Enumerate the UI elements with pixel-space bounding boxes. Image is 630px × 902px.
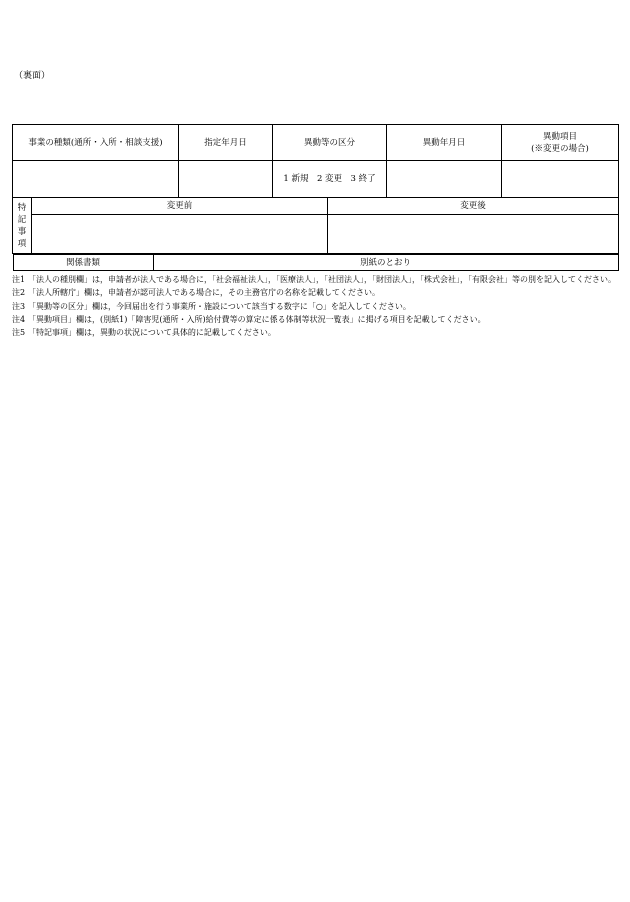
header-change-category: 異動等の区分 xyxy=(273,125,387,161)
special-notes-char: 項 xyxy=(17,238,27,249)
note-item xyxy=(12,286,618,299)
note-text: 「法人所轄庁」欄は，申請者が認可法人である場合に，その主務官庁の名称を記載してください。 xyxy=(28,288,380,298)
table-input-row xyxy=(13,161,619,198)
note-number: 注4 xyxy=(12,314,26,324)
note-item xyxy=(12,273,618,286)
note-text: 「特記事項」欄は，異動の状況について具体的に記載してください。 xyxy=(28,328,276,338)
special-notes-char: 事 xyxy=(17,226,27,237)
note-text: 「異動項目」欄は，(別紙1)「障害児(通所・入所)給付費等の算定に係る体制等状況一覧表」に掲げる項目を記載してください。 xyxy=(28,314,486,324)
designation-date-cell[interactable] xyxy=(179,161,273,198)
header-change-date: 異動年月日 xyxy=(387,125,502,161)
header-designation-date: 指定年月日 xyxy=(179,125,273,161)
note-number: 注2 xyxy=(12,288,26,298)
note-number: 注5 xyxy=(12,328,26,338)
after-change-label: 変更後 xyxy=(328,198,619,215)
header-change-item-line2: (※変更の場合) xyxy=(531,143,589,154)
after-change-cell[interactable] xyxy=(328,215,619,254)
change-item-cell[interactable] xyxy=(502,161,619,198)
special-notes-table xyxy=(12,197,619,271)
special-notes-char: 特 xyxy=(17,202,27,213)
header-change-item-line1: 異動項目 xyxy=(542,131,577,142)
table-header-row xyxy=(13,125,619,161)
special-notes-input-row xyxy=(13,215,619,254)
change-date-cell[interactable] xyxy=(387,161,502,198)
before-change-label: 変更前 xyxy=(32,198,328,215)
header-change-item xyxy=(502,125,619,161)
note-item xyxy=(12,300,618,313)
special-notes-char: 記 xyxy=(17,214,27,225)
notification-table xyxy=(12,124,619,198)
page-side-label: （裏面） xyxy=(14,71,51,81)
special-notes-label xyxy=(13,198,32,254)
note-number: 注3 xyxy=(12,301,26,311)
header-business-type: 事業の種類(通所・入所・相談支援) xyxy=(13,125,179,161)
note-text: 「法人の種別欄」は，申請者が法人である場合に，「社会福祉法人」，「医療法人」，「社団法人」，「財団法人」，「株式会社」，「有限会社」等の別を記入してください。 xyxy=(28,275,616,284)
note-item xyxy=(12,313,618,326)
note-number: 注1 xyxy=(12,275,26,284)
notes-section xyxy=(12,273,618,339)
special-notes-header-row xyxy=(13,198,619,215)
related-documents-row xyxy=(13,254,619,272)
note-text: 「異動等の区分」欄は，今回届出を行う事業所・施設について該当する数字に「○」を記入してください。 xyxy=(28,301,411,311)
change-category-options[interactable]: 1 新規 2 変更 3 終了 xyxy=(273,161,387,198)
business-type-cell[interactable] xyxy=(13,161,179,198)
before-change-cell[interactable] xyxy=(32,215,328,254)
note-item xyxy=(12,326,618,339)
related-documents-value: 別紙のとおり xyxy=(153,255,618,271)
related-documents-label: 関係書類 xyxy=(13,255,153,271)
